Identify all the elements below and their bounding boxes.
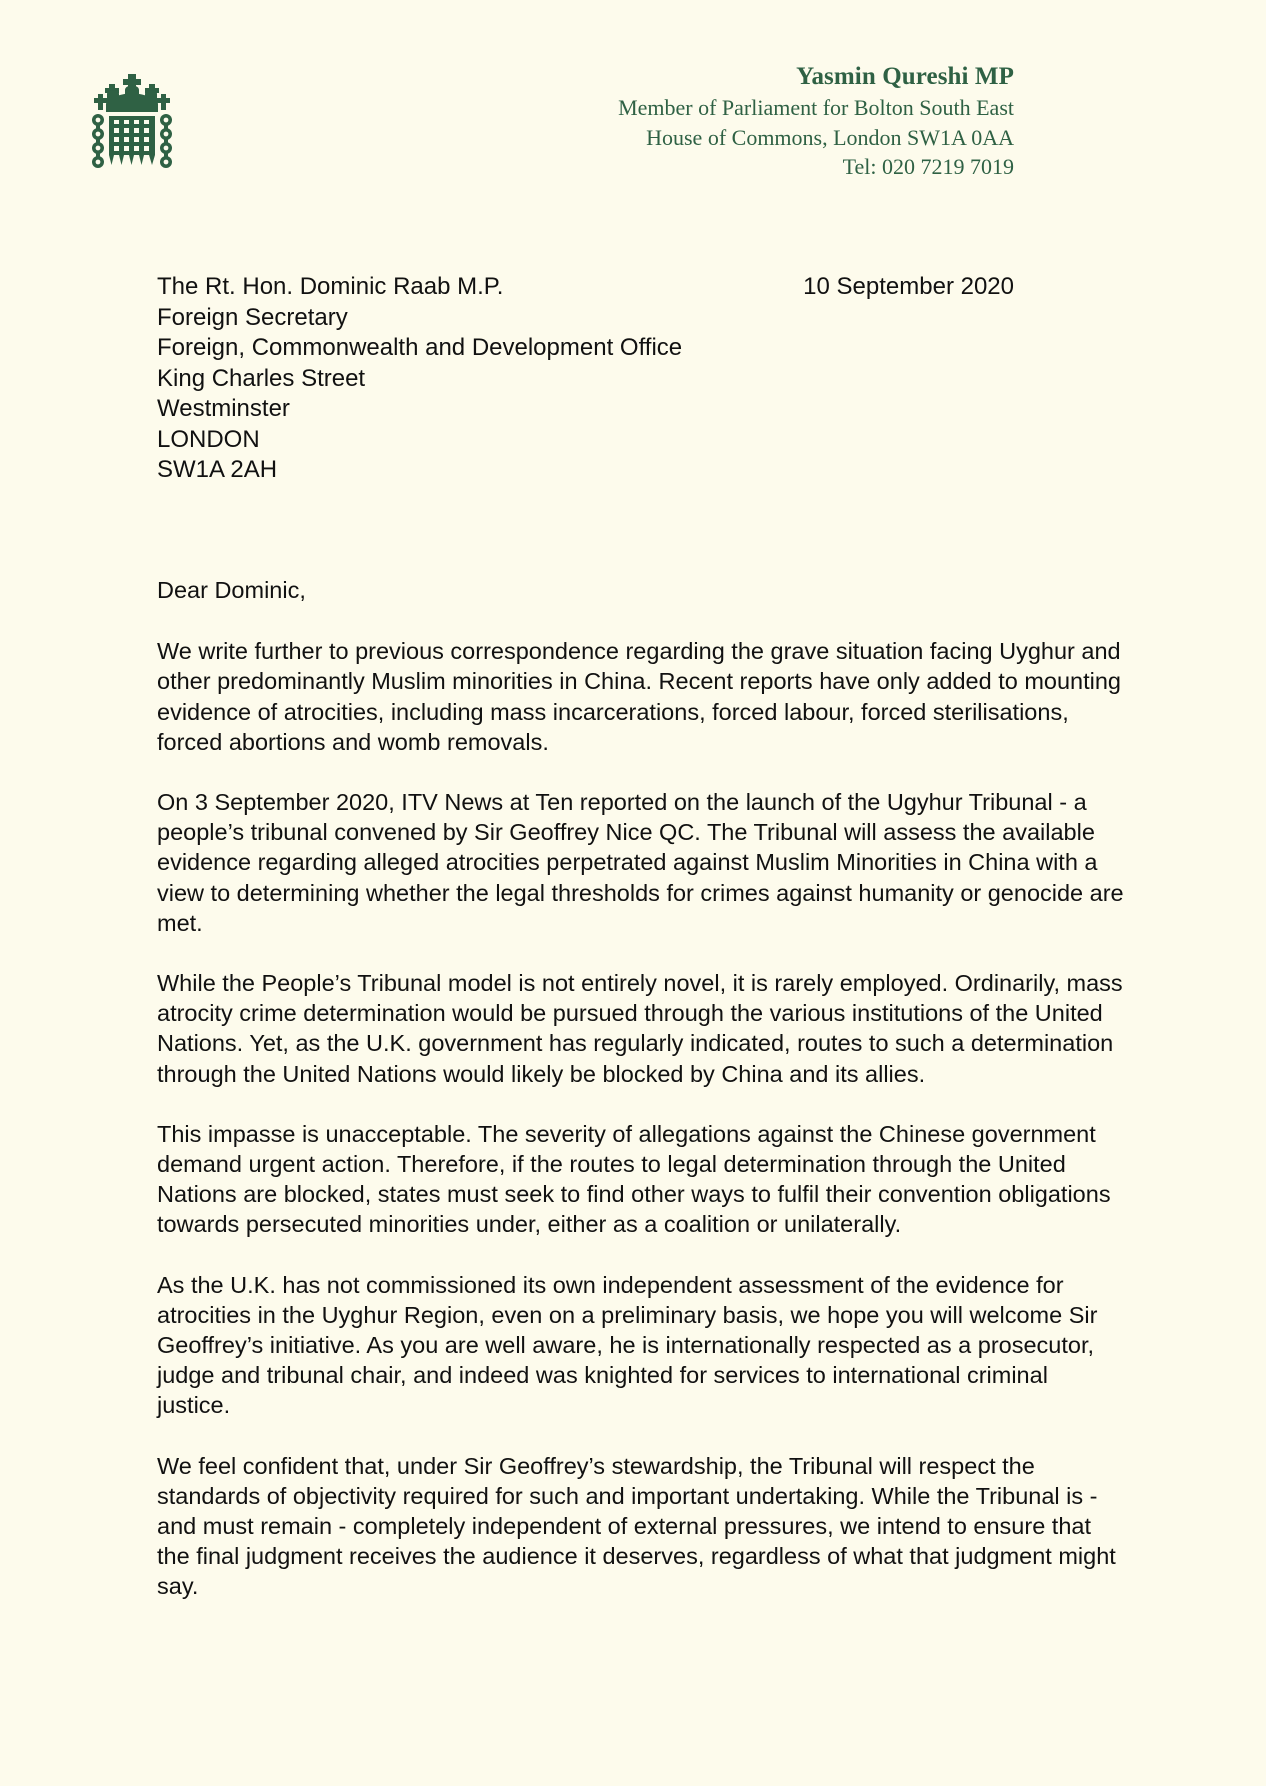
body-paragraph: We write further to previous correspondence regarding the grave situation facing Uyghur and other predominantly Muslim minorities in China. Recent reports have only added to mounting evidence of atrocities, including mass incarcerations, forced labour, forced sterilisations, forced abortions and womb removals. xyxy=(157,638,1121,755)
mp-name: Yasmin Qureshi MP xyxy=(796,63,1014,90)
body-paragraph: On 3 September 2020, ITV News at Ten reported on the launch of the Ugyhur Tribunal - a people’s tribunal convened by Sir Geoffrey Nice QC. The Tribunal will assess the available evidence regarding alleged atrocities perpetrated against Muslim Minorities in China with a view to determining whether the legal thresholds for crimes against humanity or genocide are met. xyxy=(157,789,1124,936)
recipient-line: Foreign, Commonwealth and Development Office xyxy=(157,334,683,361)
mp-address: House of Commons, London SW1A 0AA xyxy=(646,124,1014,150)
letterhead-text xyxy=(618,60,1014,181)
recipient-address xyxy=(157,272,682,486)
body-paragraph: This impasse is unacceptable. The severity of allegations against the Chinese government demand urgent action. Therefore, if the routes to legal determination through the United Nations are blocked, states must seek to find other ways to fulfil their convention obligations towards persecuted minorities under, either as a coalition or unilaterally. xyxy=(157,1120,1111,1238)
body-paragraph: While the People’s Tribunal model is not entirely novel, it is rarely employed. Ordinarily, mass atrocity crime determination would be pursued through the various institutions of the United Nations. Yet, as the U.K. government has regularly indicated, routes to such a determination through the United Nations would likely be blocked by China and its allies. xyxy=(157,970,1123,1087)
letterhead xyxy=(0,52,1266,182)
recipient-line: LONDON xyxy=(157,425,260,453)
crowned-portcullis-icon xyxy=(78,60,186,172)
recipient-line: The Rt. Hon. Dominic Raab M.P. xyxy=(157,273,504,300)
body-paragraph: We feel confident that, under Sir Geoffrey’s stewardship, the Tribunal will respect the standards of objectivity required for such and important undertaking. While the Tribunal is - and must remain - completely independent of external pressures, we intend to ensure that the final judgment receives the audience it deserves, regardless of what that judgment might say. xyxy=(157,1452,1116,1600)
letter-body xyxy=(157,575,1125,1602)
mp-telephone: Tel: 020 7219 7019 xyxy=(842,153,1014,179)
recipient-line: King Charles Street xyxy=(157,364,366,392)
recipient-line: SW1A 2AH xyxy=(157,456,278,483)
recipient-line: Westminster xyxy=(157,395,290,422)
body-paragraph: As the U.K. has not commissioned its own independent assessment of the evidence for atrocities in the Uyghur Region, even on a preliminary basis, we hope you will welcome Sir Geoffrey’s initiative. As you are well aware, he is internationally respected as a prosecutor, judge and tribunal chair, and indeed was knighted for services to international criminal justice. xyxy=(157,1271,1098,1419)
salutation: Dear Dominic, xyxy=(157,577,306,603)
letter-date: 10 September 2020 xyxy=(803,273,1014,300)
recipient-line: Foreign Secretary xyxy=(157,303,348,331)
mp-constituency: Member of Parliament for Bolton South East xyxy=(618,95,1014,121)
